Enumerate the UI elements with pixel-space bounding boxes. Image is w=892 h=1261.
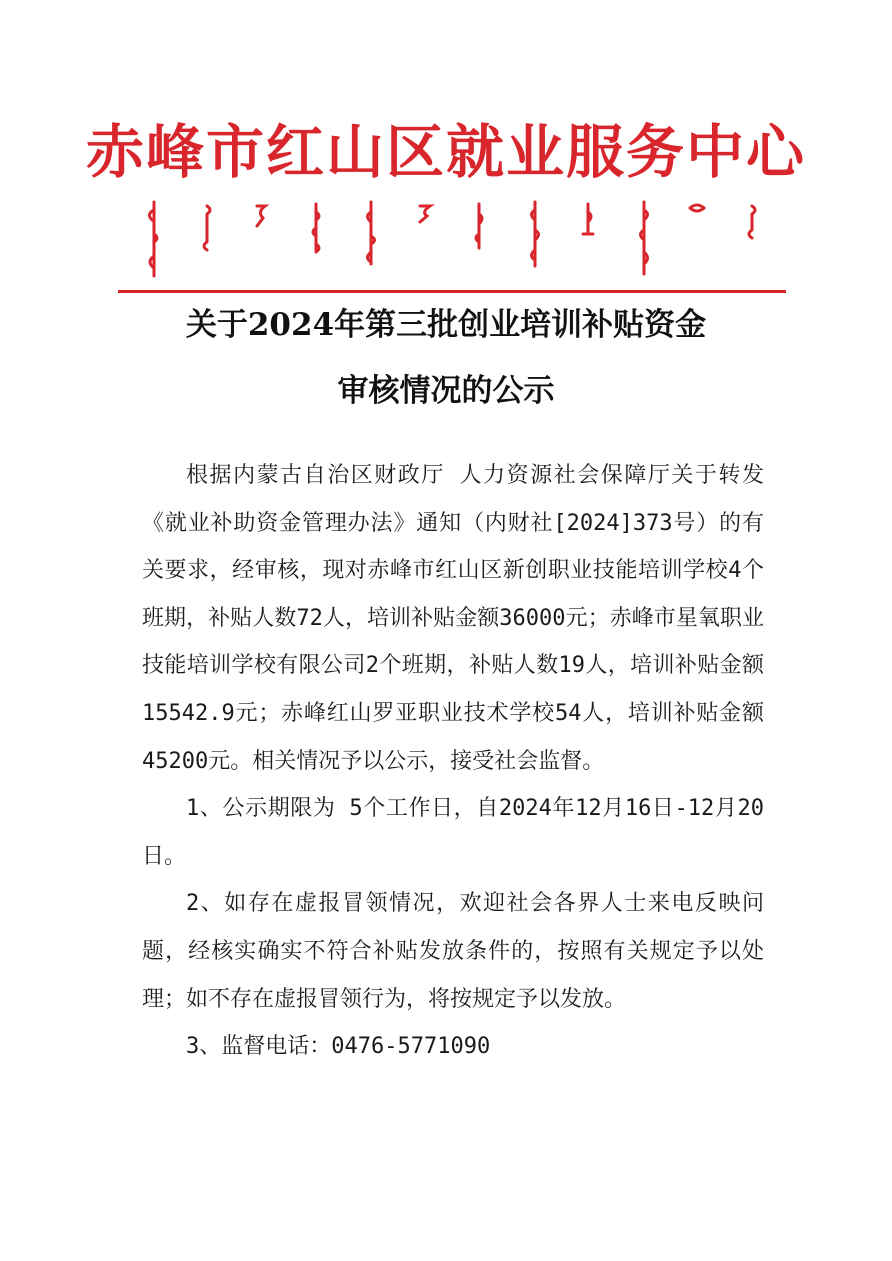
mongolian-glyph-9 [578, 200, 598, 280]
mongolian-glyph-1 [142, 200, 162, 280]
notice-item-1: 1、公示期限为 5个工作日，自2024年12月16日-12月20日。 [142, 796, 764, 869]
mongolian-glyph-8 [524, 200, 544, 280]
mongolian-glyph-7 [469, 200, 489, 280]
letterhead-divider [118, 290, 786, 293]
document-body [142, 452, 764, 1071]
mongolian-glyph-2 [197, 200, 217, 280]
mongolian-glyph-11 [687, 200, 707, 280]
mongolian-glyph-12 [742, 200, 762, 280]
organization-letterhead: 赤峰市红山区就业服务中心 [85, 118, 806, 186]
mongolian-glyph-10 [633, 200, 653, 280]
mongolian-glyph-6 [415, 200, 435, 280]
body-paragraph: 根据内蒙古自治区财政厅 人力资源社会保障厅关于转发《就业补助资金管理办法》通知（内财社[2024]373号）的有关要求，经审核，现对赤峰市红山区新创职业技能培训学校4个班期，补贴人数72人，培训补贴金额36000元；赤峰市星氧职业技能培训学校有限公司2个班期，补贴人数19人，培训补贴金额15542.9元；赤峰红山罗亚职业技术学校54人，培训补贴金额45200元。相关情况予以公示，接受社会监督。 [142, 463, 764, 774]
mongolian-glyph-5 [360, 200, 380, 280]
mongolian-glyph-3 [251, 200, 271, 280]
mongolian-glyph-4 [306, 200, 326, 280]
mongolian-script-letterhead [142, 200, 762, 280]
notice-item-2: 2、如存在虚报冒领情况，欢迎社会各界人士来电反映问题，经核实确实不符合补贴发放条件的，按照有关规定予以处理；如不存在虚报冒领行为，将按规定予以发放。 [142, 891, 764, 1012]
notice-item-3: 3、监督电话：0476-5771090 [186, 1034, 491, 1060]
document-title-line-2: 审核情况的公示 [337, 373, 555, 409]
document-title-line-1: 关于2024年第三批创业培训补贴资金 [185, 307, 707, 343]
